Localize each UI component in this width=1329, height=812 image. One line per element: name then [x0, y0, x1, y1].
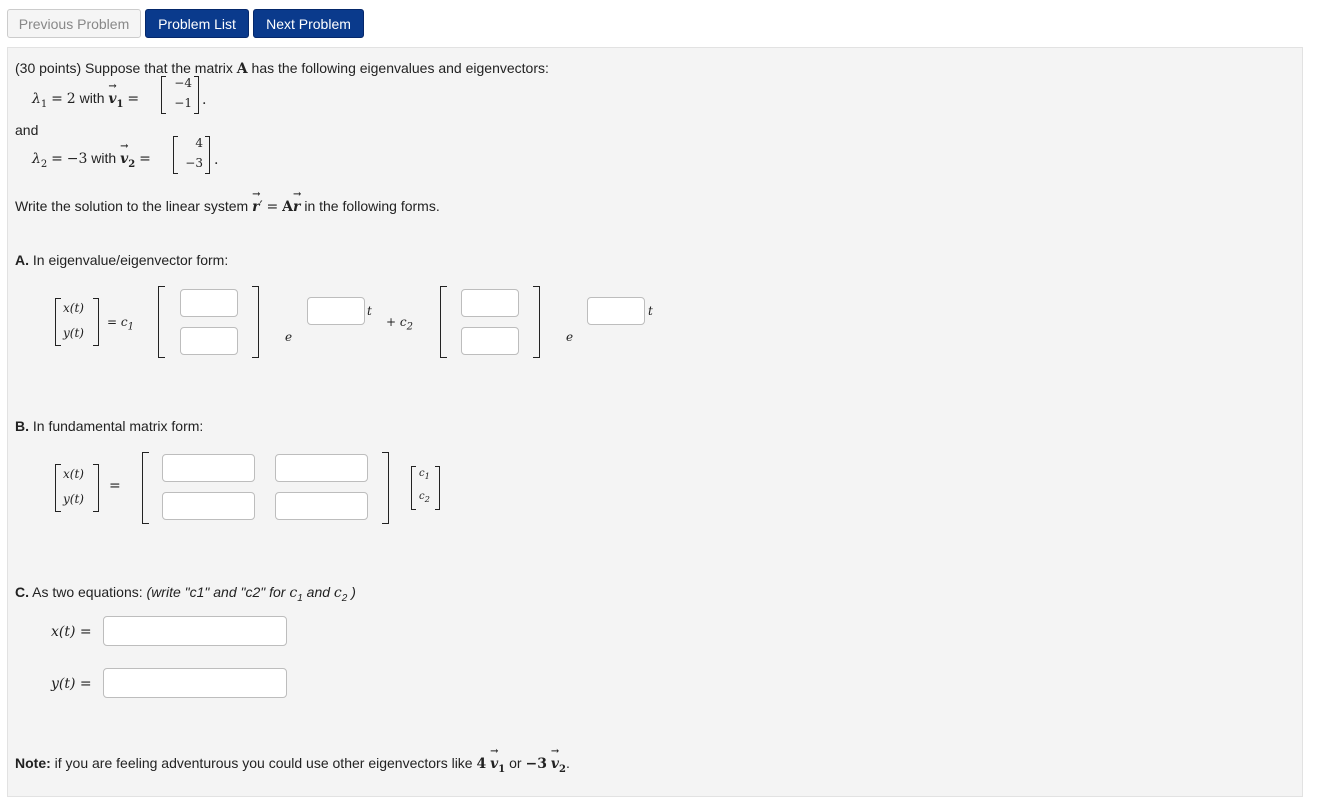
c-x-equation-input[interactable]: [103, 616, 287, 646]
lambda-1-sub: 1: [40, 98, 48, 110]
a-vec1-component-1-input[interactable]: [180, 289, 238, 317]
a-exponent-1-input[interactable]: [307, 297, 365, 325]
v2-bracket-left: [173, 136, 178, 174]
b-lhs-bracket-right: [93, 464, 99, 512]
v2-eq: =: [139, 151, 151, 167]
hint-c2: c: [333, 585, 342, 601]
part-c-label: C.: [15, 584, 29, 600]
a-lhs-bracket-left: [55, 298, 61, 346]
a-equals-c1: [107, 315, 134, 332]
hint-c2-sub: 2: [341, 592, 348, 604]
v2-bracket-right: [205, 136, 210, 174]
part-a-text: In eigenvalue/eigenvector form:: [29, 252, 229, 268]
lambda-1-eq: =: [51, 91, 63, 107]
note-coef-1: 4: [476, 756, 487, 772]
a-t-2: t: [648, 304, 653, 318]
a-e-2: e: [566, 330, 574, 344]
c-y-label: y(t) =: [51, 676, 92, 692]
note-v1-sub: 1: [498, 763, 506, 775]
b-matrix-bracket-right: [382, 452, 389, 524]
b-c-bracket-right: [435, 466, 440, 510]
v1-bracket-left: [161, 76, 166, 114]
part-c-heading: [15, 584, 356, 604]
b-matrix-r1c1-input[interactable]: [162, 454, 255, 482]
b-lhs-bracket-left: [55, 464, 61, 512]
c-x-label: x(t) =: [51, 624, 92, 640]
lambda-2-value: −3: [66, 151, 88, 167]
b-c2-letter: c: [419, 491, 425, 502]
v1-bracket-right: [194, 76, 199, 114]
a-vec2-component-1-input[interactable]: [461, 289, 519, 317]
part-b-label: B.: [15, 418, 29, 434]
a-y-t: y(t): [63, 326, 84, 340]
v1-letter: v: [108, 91, 117, 107]
problem-intro: [15, 60, 549, 77]
r-vector-symbol-2: → r: [293, 189, 302, 215]
problem-list-button[interactable]: Problem List: [145, 9, 249, 38]
v1-component-2: −1: [174, 96, 192, 110]
v1-component-1: −4: [174, 76, 192, 90]
b-c1-letter: c: [419, 468, 425, 479]
a-vec1-bracket-right: [252, 286, 259, 358]
a-vec1-component-2-input[interactable]: [180, 327, 238, 355]
hint-pre: (write "c1" and "c2" for: [146, 584, 290, 600]
intro-text-pre: (30 points) Suppose that the matrix: [15, 60, 237, 76]
v1-symbol: → v: [108, 81, 117, 107]
v1-eq: =: [127, 91, 140, 107]
next-problem-button[interactable]: Next Problem: [253, 9, 364, 38]
note-label: Note:: [15, 755, 51, 771]
hint-c1: c: [289, 585, 298, 601]
v2-component-2: −3: [185, 156, 203, 170]
previous-problem-button[interactable]: Previous Problem: [7, 9, 141, 38]
a-plus-c: + c: [386, 315, 407, 329]
a-equals-c: = c: [107, 315, 128, 329]
b-c1: [419, 468, 430, 481]
part-a-heading: [15, 252, 228, 268]
with-word-1: with: [79, 90, 105, 106]
c-y-equation-input[interactable]: [103, 668, 287, 698]
a-vec2-bracket-left: [440, 286, 447, 358]
v1-sub: 1: [116, 98, 124, 110]
a-vec2-component-2-input[interactable]: [461, 327, 519, 355]
a-vec1-bracket-left: [158, 286, 165, 358]
lambda-2-eq: =: [51, 151, 63, 167]
b-matrix-r2c1-input[interactable]: [162, 492, 255, 520]
note-coef-2: −3: [525, 756, 547, 772]
b-matrix-r1c2-input[interactable]: [275, 454, 368, 482]
note-v1-symbol: → v: [490, 746, 499, 772]
b-y-t: y(t): [63, 492, 84, 506]
b-c2: [419, 491, 430, 504]
v1-period: .: [202, 92, 207, 108]
lambda-2-symbol: λ: [32, 151, 41, 167]
part-b-heading: [15, 418, 203, 434]
note-line: [15, 746, 570, 775]
note-v2-sub: 2: [558, 763, 566, 775]
a-exponent-2-input[interactable]: [587, 297, 645, 325]
lambda-2-sub: 2: [40, 158, 48, 170]
hint-post: ): [347, 584, 356, 600]
b-equals: =: [109, 478, 121, 494]
intro-text-post: has the following eigenvalues and eigenvectors:: [247, 60, 549, 76]
hint-c1-sub: 1: [297, 592, 303, 604]
with-word-2: with: [91, 150, 117, 166]
eigenpair-2: [32, 141, 151, 170]
lambda-1-value: 2: [66, 91, 76, 107]
v2-symbol: → v: [120, 141, 129, 167]
eigenpair-1: [32, 81, 140, 110]
b-matrix-r2c2-input[interactable]: [275, 492, 368, 520]
b-c2-sub: 2: [424, 494, 430, 504]
and-word: and: [15, 122, 39, 138]
part-b-text: In fundamental matrix form:: [29, 418, 204, 434]
a-t-1: t: [367, 304, 372, 318]
b-x-t: x(t): [63, 467, 84, 481]
v2-period: .: [214, 152, 219, 168]
a-vec2-bracket-right: [533, 286, 540, 358]
lambda-1-symbol: λ: [32, 91, 41, 107]
problem-panel: [7, 47, 1303, 797]
part-c-hint: [146, 584, 356, 604]
note-or: or: [505, 755, 526, 771]
a-plus-c2: [386, 315, 413, 332]
part-a-label: A.: [15, 252, 29, 268]
note-text: if you are feeling adventurous you could use other eigenvectors like: [50, 755, 477, 771]
a-x-t: x(t): [63, 301, 84, 315]
prime-symbol: ′: [259, 199, 263, 215]
a-lhs-bracket-right: [93, 298, 99, 346]
v2-letter: v: [120, 151, 129, 167]
a-e-1: e: [285, 330, 293, 344]
part-c-text: As two equations:: [29, 584, 147, 600]
matrix-A-symbol: A: [236, 61, 248, 77]
system-line: [15, 189, 440, 215]
system-text-pre: Write the solution to the linear system: [15, 198, 253, 214]
hint-and: and: [302, 584, 334, 600]
system-eq: =: [266, 199, 279, 215]
r-vector-symbol: → r: [252, 189, 261, 215]
system-text-post: in the following forms.: [304, 198, 440, 214]
r-letter-2: r: [293, 199, 301, 215]
r-letter: r: [252, 199, 260, 215]
a-c1-sub: 1: [127, 321, 134, 333]
note-v2-symbol: → v: [550, 746, 560, 772]
system-A: A: [282, 199, 294, 215]
a-c2-sub: 2: [406, 321, 413, 333]
v2-sub: 2: [128, 158, 136, 170]
note-end: .: [565, 755, 570, 771]
b-c1-sub: 1: [424, 471, 430, 481]
v2-component-1: 4: [195, 136, 203, 150]
b-matrix-bracket-left: [142, 452, 149, 524]
b-c-bracket-left: [411, 466, 416, 510]
